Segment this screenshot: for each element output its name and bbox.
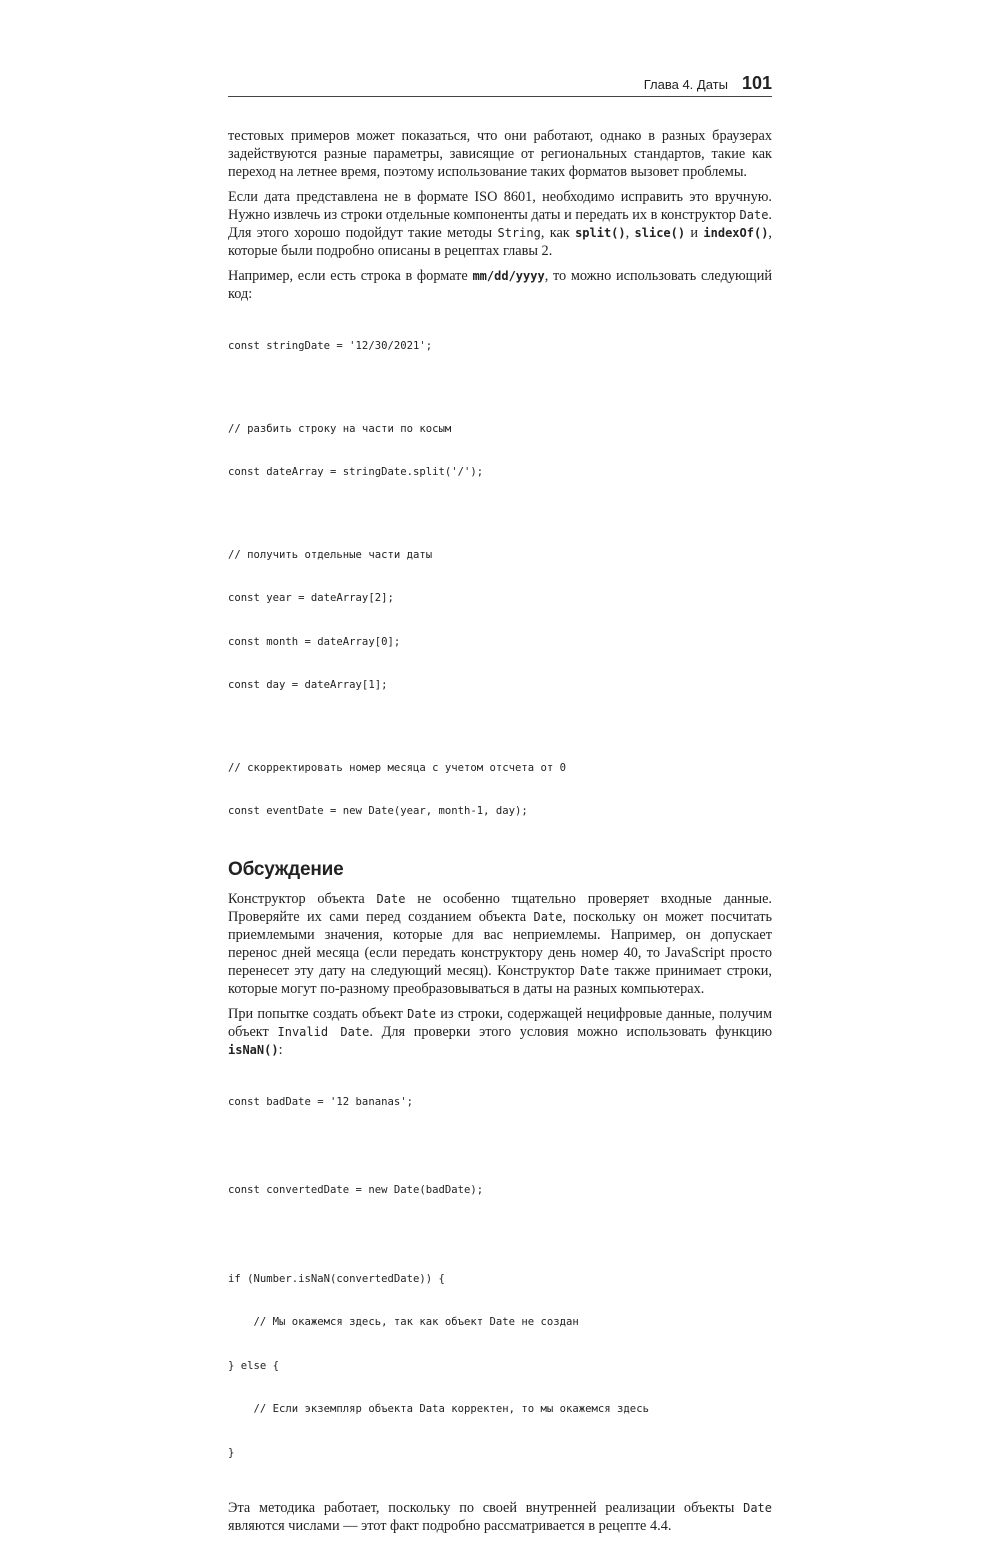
inline-code: slice() <box>634 226 686 240</box>
inline-code: Date <box>580 963 610 978</box>
text-run: При попытке создать объект <box>228 1005 408 1022</box>
inline-code: Date <box>376 891 406 906</box>
code-line: const month = dateArray[0]; <box>228 635 401 648</box>
chapter-title: Глава 4. Даты <box>643 77 728 92</box>
code-spacer <box>228 509 772 519</box>
text-run: , как <box>540 225 576 241</box>
text-run: и <box>685 225 704 241</box>
code-comment: // получить отдельные части даты <box>228 548 433 561</box>
code-line: const year = dateArray[2]; <box>228 592 394 604</box>
paragraph-3 <box>228 267 772 303</box>
page-content <box>228 127 772 1542</box>
page-header <box>228 70 772 97</box>
text-run: , то можно использовать следующий код: <box>228 268 772 302</box>
inline-code: split() <box>575 226 626 240</box>
inline-code: Date <box>743 1501 772 1515</box>
code-line: const stringDate = '12/30/2021'; <box>228 340 433 352</box>
text-run: : <box>278 1041 283 1058</box>
inline-code: isNaN() <box>228 1042 279 1057</box>
paragraph-2 <box>228 188 772 260</box>
code-comment: // Если экземпляр объекта Data корректен, то мы окажемся здесь <box>228 1403 649 1415</box>
inline-code: Date <box>533 909 563 924</box>
text-run: Например, если есть строка в формате <box>228 268 473 284</box>
paragraph-1: тестовых примеров может показаться, что они работают, однако в разных браузерах задействуются разные параметры, зависящие от региональных стандартов, такие как переход на летнее время, поэтому использование таких форматов вызовет проблемы. <box>228 128 772 180</box>
code-block-2 <box>228 1066 772 1490</box>
code-comment: // разбить строку на части по косым <box>228 422 452 435</box>
code-spacer <box>228 722 772 732</box>
paragraph-6 <box>228 1499 772 1535</box>
code-line: const badDate = '12 bananas'; <box>228 1095 413 1108</box>
text-run: также принимает строки, которые могут по-разному преобразовываться в даты на разных компьютерах. <box>228 962 772 997</box>
text-run: не особенно тщательно проверяет входные данные. Проверяйте их сами перед созданием объекта <box>228 890 773 925</box>
inline-code: Date <box>407 1006 437 1021</box>
paragraph-4 <box>228 890 772 998</box>
inline-code: String <box>497 226 541 240</box>
text-run: являются числами — этот факт подробно рассматривается в рецепте 4.4. <box>228 1518 672 1534</box>
inline-code: Date <box>739 208 769 222</box>
code-spacer <box>228 383 772 393</box>
code-block-1 <box>228 310 772 848</box>
section-heading: Обсуждение <box>228 858 344 880</box>
code-line: } <box>228 1446 235 1459</box>
code-comment: // Мы окажемся здесь, так как объект Date не создан <box>228 1316 579 1328</box>
inline-code: indexOf() <box>703 226 769 240</box>
text-run: , <box>625 225 635 241</box>
text-run: . Для этого хорошо подойдут такие методы <box>228 207 772 241</box>
inline-code: Invalid Date <box>277 1024 370 1039</box>
code-line: const dateArray = stringDate.split('/'); <box>228 466 484 478</box>
text-run: Конструктор объекта <box>228 890 377 907</box>
code-line: } else { <box>228 1359 280 1372</box>
code-spacer <box>228 1138 772 1154</box>
text-run: Эта методика работает, поскольку по своей внутренней реализации объекты <box>228 1500 744 1516</box>
code-line: const day = dateArray[1]; <box>228 679 388 691</box>
text-run: . Для проверки этого условия можно использовать функцию <box>369 1023 773 1040</box>
code-line: const convertedDate = new Date(badDate); <box>228 1184 484 1196</box>
paragraph-5 <box>228 1005 772 1059</box>
text-run: из строки, содержащей нецифровые данные, получим объект <box>228 1005 772 1040</box>
text-run: , которые были подробно описаны в рецептах главы 2. <box>228 225 772 259</box>
text-run: , поскольку он может посчитать приемлемыми значения, которые для вас неприемлемы. Например, он допускает перенос дней месяца (если передать конструктору день номер 40, то JavaScript просто перенесет эту дату на следующий месяц). Конструктор <box>228 908 772 979</box>
code-line: if (Number.isNaN(convertedDate)) { <box>228 1272 445 1285</box>
inline-code: mm/dd/yyyy <box>472 269 545 283</box>
text-run: Если дата представлена не в формате ISO 8601, необходимо исправить это вручную. Нужно извлечь из строки отдельные компоненты даты и передать их в конструктор <box>228 189 772 223</box>
page-number: 101 <box>741 73 772 93</box>
code-spacer <box>228 1227 772 1243</box>
code-comment: // скорректировать номер месяца с учетом отсчета от 0 <box>228 761 567 774</box>
code-line: const eventDate = new Date(year, month-1, day); <box>228 805 528 817</box>
